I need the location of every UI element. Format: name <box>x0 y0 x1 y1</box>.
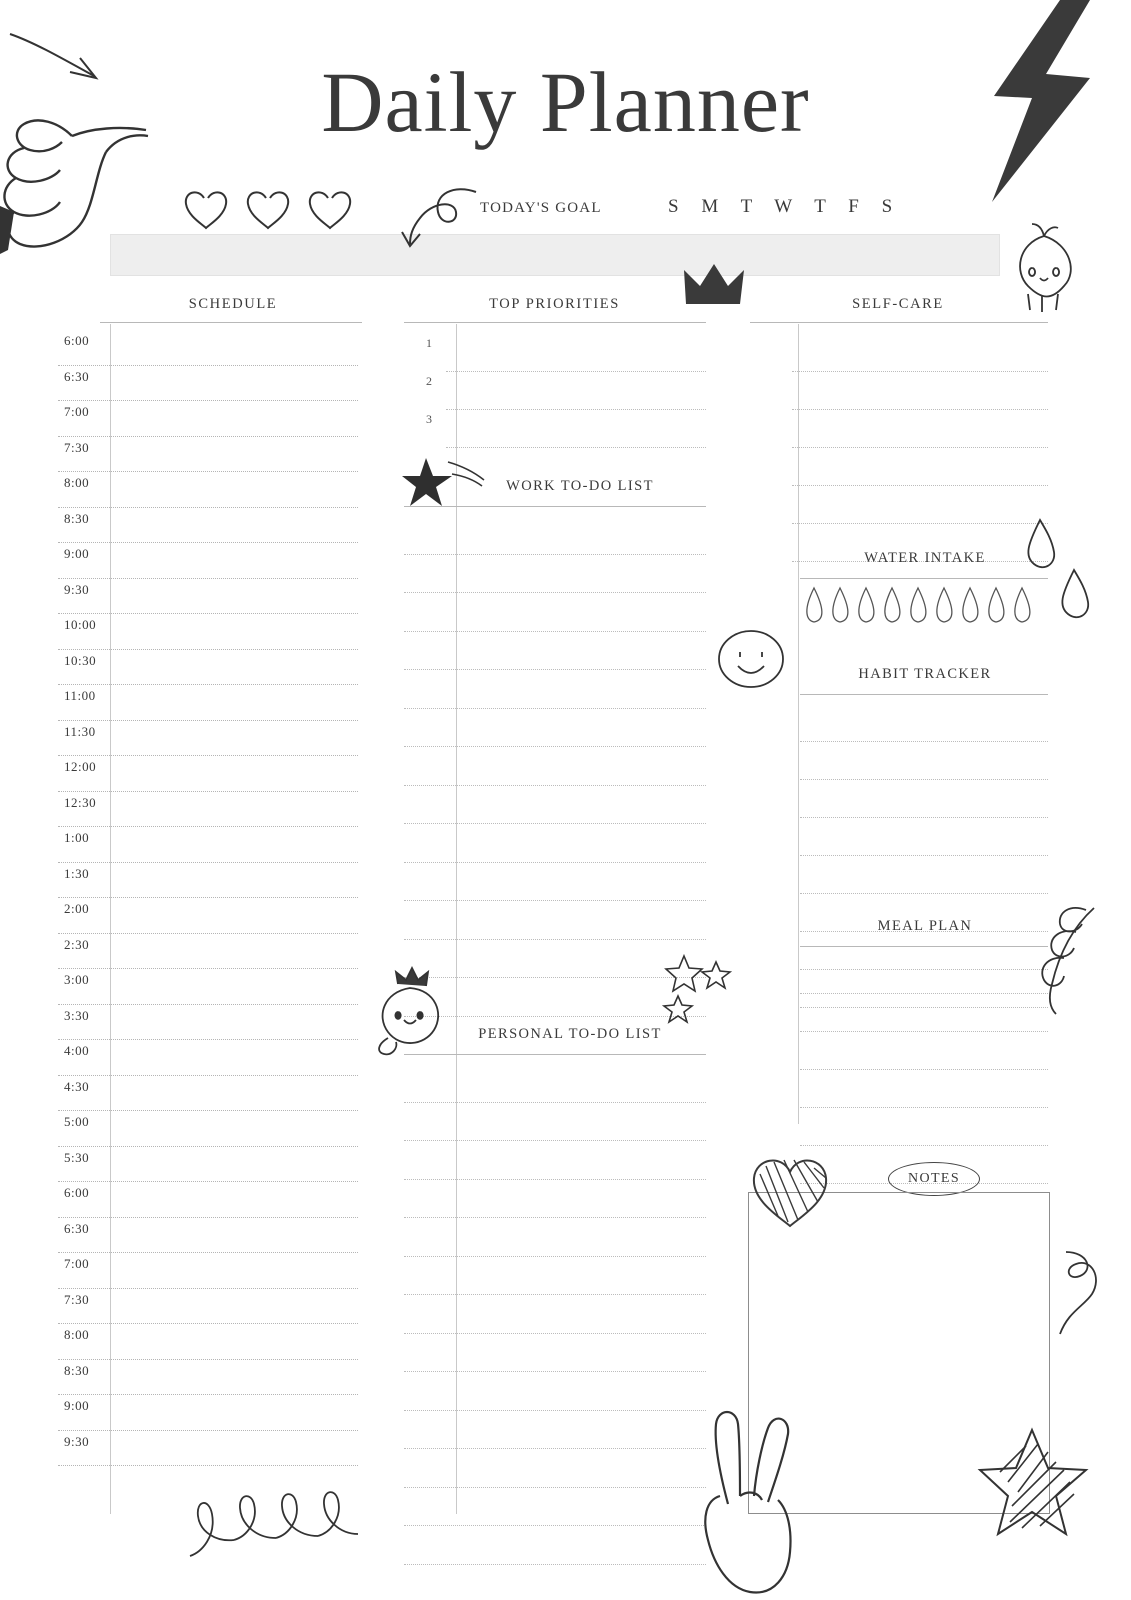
schedule-time-label: 8:00 <box>64 475 90 490</box>
schedule-time-label: 8:00 <box>64 1327 90 1342</box>
schedule-row[interactable] <box>58 543 358 579</box>
work-todo-rule <box>404 506 706 507</box>
schedule-row[interactable] <box>58 366 358 402</box>
work-todo-line[interactable] <box>404 516 706 555</box>
schedule-row[interactable] <box>58 1324 358 1360</box>
work-todo-list[interactable] <box>404 516 706 1055</box>
self-care-heading-rule <box>750 322 1048 323</box>
schedule-row[interactable] <box>58 401 358 437</box>
water-drop-checkbox[interactable] <box>885 588 900 622</box>
personal-todo-line[interactable] <box>404 1218 706 1257</box>
schedule-time-label: 6:30 <box>64 368 90 384</box>
personal-todo-line[interactable] <box>404 1103 706 1142</box>
schedule-time-label: 5:30 <box>64 1149 90 1165</box>
schedule-entry-line[interactable] <box>58 1465 358 1466</box>
schedule-row[interactable] <box>58 721 358 757</box>
schedule-row[interactable] <box>58 1005 358 1041</box>
water-intake-rule <box>800 578 1048 579</box>
meal-plan-list[interactable] <box>800 956 1048 1184</box>
personal-todo-line[interactable] <box>404 1180 706 1219</box>
priority-entry-line[interactable] <box>446 447 706 448</box>
work-todo-line[interactable] <box>404 747 706 786</box>
schedule-time-label: 9:00 <box>64 546 90 561</box>
self-care-line[interactable] <box>792 410 1048 448</box>
schedule-time-label: 9:30 <box>64 1433 90 1449</box>
schedule-row[interactable] <box>58 969 358 1005</box>
work-todo-heading: WORK TO-DO LIST <box>506 478 654 494</box>
schedule-row[interactable] <box>58 614 358 650</box>
schedule-row[interactable] <box>58 1431 358 1467</box>
schedule-row[interactable] <box>58 898 358 934</box>
schedule-time-label: 2:00 <box>64 901 90 916</box>
personal-todo-line[interactable] <box>404 1064 706 1103</box>
schedule-row[interactable] <box>58 863 358 899</box>
schedule-time-label: 9:30 <box>64 581 90 597</box>
schedule-row[interactable] <box>58 756 358 792</box>
meal-plan-heading: MEAL PLAN <box>877 918 973 934</box>
personal-todo-heading: PERSONAL TO-DO LIST <box>478 1026 662 1042</box>
schedule-row[interactable] <box>58 1111 358 1147</box>
schedule-row[interactable] <box>58 472 358 508</box>
self-care-heading: SELF-CARE <box>852 296 944 312</box>
work-todo-line[interactable] <box>404 901 706 940</box>
water-drop-checkbox[interactable] <box>937 588 952 622</box>
priority-number: 3 <box>426 412 432 426</box>
self-care-line[interactable] <box>792 334 1048 372</box>
work-todo-line[interactable] <box>404 824 706 863</box>
water-drop-row[interactable] <box>808 586 1052 628</box>
habit-tracker-line[interactable] <box>800 704 1048 742</box>
habit-tracker-line[interactable] <box>800 780 1048 818</box>
schedule-row[interactable] <box>58 1182 358 1218</box>
schedule-time-label: 4:00 <box>64 1043 90 1058</box>
personal-todo-line[interactable] <box>404 1488 706 1527</box>
work-todo-line[interactable] <box>404 670 706 709</box>
meal-plan-line[interactable] <box>800 1070 1048 1108</box>
self-care-line[interactable] <box>792 486 1048 524</box>
schedule-time-label: 12:30 <box>64 794 97 810</box>
work-todo-line[interactable] <box>404 978 706 1017</box>
schedule-row[interactable] <box>58 1076 358 1112</box>
schedule-time-label: 12:00 <box>64 759 97 774</box>
schedule-time-label: 3:30 <box>64 1007 90 1023</box>
personal-todo-line[interactable] <box>404 1372 706 1411</box>
water-drop-checkbox[interactable] <box>1015 588 1030 622</box>
personal-todo-line[interactable] <box>404 1141 706 1180</box>
schedule-time-label: 8:30 <box>64 1362 90 1378</box>
personal-todo-line[interactable] <box>404 1411 706 1450</box>
work-todo-line[interactable] <box>404 709 706 748</box>
schedule-row[interactable] <box>58 1040 358 1076</box>
schedule-time-label: 10:30 <box>64 652 97 668</box>
meal-plan-line[interactable] <box>800 1108 1048 1146</box>
priority-number: 1 <box>426 336 432 350</box>
notes-heading-badge <box>888 1162 980 1196</box>
personal-todo-line[interactable] <box>404 1334 706 1373</box>
page-title: Daily Planner <box>321 54 810 150</box>
schedule-time-label: 4:30 <box>64 1078 90 1094</box>
personal-todo-line[interactable] <box>404 1257 706 1296</box>
work-todo-line[interactable] <box>404 632 706 671</box>
habit-tracker-line[interactable] <box>800 742 1048 780</box>
schedule-time-label: 8:30 <box>64 510 90 526</box>
schedule-time-label: 1:30 <box>64 865 90 881</box>
loops-scribble-icon <box>186 1484 362 1564</box>
notes-input[interactable] <box>748 1192 1050 1514</box>
schedule-row[interactable] <box>58 685 358 721</box>
personal-todo-rule <box>404 1054 706 1055</box>
water-drop-checkbox[interactable] <box>989 588 1004 622</box>
heart-outline-icon <box>182 186 362 232</box>
schedule-time-label: 7:30 <box>64 1291 90 1307</box>
schedule-row[interactable] <box>58 579 358 615</box>
work-todo-line[interactable] <box>404 863 706 902</box>
habit-tracker-heading: HABIT TRACKER <box>858 666 992 682</box>
water-drop-checkbox[interactable] <box>859 588 874 622</box>
personal-todo-line[interactable] <box>404 1295 706 1334</box>
priority-row[interactable] <box>404 334 706 372</box>
meal-plan-line[interactable] <box>800 1032 1048 1070</box>
swirl-icon <box>1058 1248 1128 1338</box>
water-intake-heading: WATER INTAKE <box>864 550 986 566</box>
schedule-time-label: 6:30 <box>64 1220 90 1236</box>
schedule-time-label: 6:00 <box>64 333 90 348</box>
work-todo-line[interactable] <box>404 555 706 594</box>
schedule-time-label: 7:00 <box>64 404 90 419</box>
schedule-row[interactable] <box>58 1395 358 1431</box>
work-todo-line[interactable] <box>404 940 706 979</box>
todays-goal-label: TODAY'S GOAL <box>480 200 602 216</box>
meal-plan-line[interactable] <box>800 956 1048 994</box>
personal-todo-line[interactable] <box>404 1526 706 1565</box>
schedule-row[interactable] <box>58 792 358 828</box>
personal-todo-list[interactable] <box>404 1064 706 1565</box>
schedule-time-label: 6:00 <box>64 1185 90 1200</box>
notes-heading-label: NOTES <box>907 1171 961 1186</box>
schedule-time-label: 5:00 <box>64 1114 90 1129</box>
schedule-row[interactable] <box>58 330 358 366</box>
meal-plan-rule <box>800 946 1048 947</box>
schedule-heading-rule <box>100 322 362 323</box>
personal-todo-line[interactable] <box>404 1449 706 1488</box>
self-care-line[interactable] <box>792 448 1048 486</box>
habit-tracker-line[interactable] <box>800 856 1048 894</box>
top-priorities-list[interactable] <box>404 334 706 448</box>
schedule-row[interactable] <box>58 437 358 473</box>
schedule-row[interactable] <box>58 508 358 544</box>
schedule-row[interactable] <box>58 1147 358 1183</box>
priority-row[interactable] <box>404 410 706 448</box>
schedule-time-label: 11:00 <box>64 688 96 703</box>
meal-plan-line[interactable] <box>800 994 1048 1032</box>
schedule-time-label: 9:00 <box>64 1398 90 1413</box>
schedule-time-label: 7:30 <box>64 439 90 455</box>
schedule-row[interactable] <box>58 1218 358 1254</box>
top-priorities-heading-rule <box>404 322 706 323</box>
schedule-row[interactable] <box>58 650 358 686</box>
todays-goal-input[interactable] <box>110 234 1000 276</box>
schedule-time-label: 10:00 <box>64 617 97 632</box>
schedule-time-label: 2:30 <box>64 936 90 952</box>
water-drop-checkbox[interactable] <box>833 588 848 622</box>
self-care-list[interactable] <box>792 334 1048 562</box>
priority-row[interactable] <box>404 372 706 410</box>
schedule-time-label: 1:00 <box>64 830 90 845</box>
schedule-row[interactable] <box>58 1360 358 1396</box>
smiley-face-icon <box>716 628 786 690</box>
schedule-time-label: 7:00 <box>64 1256 90 1271</box>
schedule-time-label: 11:30 <box>64 723 96 739</box>
habit-tracker-rule <box>800 694 1048 695</box>
schedule-heading: SCHEDULE <box>188 296 278 312</box>
self-care-line[interactable] <box>792 372 1048 410</box>
habit-tracker-line[interactable] <box>800 818 1048 856</box>
schedule-list[interactable] <box>58 330 358 1466</box>
water-drop-checkbox[interactable] <box>807 588 822 622</box>
schedule-row[interactable] <box>58 1289 358 1325</box>
water-drop-checkbox[interactable] <box>911 588 926 622</box>
schedule-time-label: 3:00 <box>64 972 90 987</box>
water-drop-checkbox[interactable] <box>963 588 978 622</box>
work-todo-line[interactable] <box>404 593 706 632</box>
weekday-selector[interactable]: S M T W T F S <box>668 196 902 217</box>
schedule-row[interactable] <box>58 1253 358 1289</box>
top-priorities-heading: TOP PRIORITIES <box>489 296 620 312</box>
schedule-row[interactable] <box>58 827 358 863</box>
priority-number: 2 <box>426 374 432 388</box>
work-todo-line[interactable] <box>404 786 706 825</box>
schedule-row[interactable] <box>58 934 358 970</box>
